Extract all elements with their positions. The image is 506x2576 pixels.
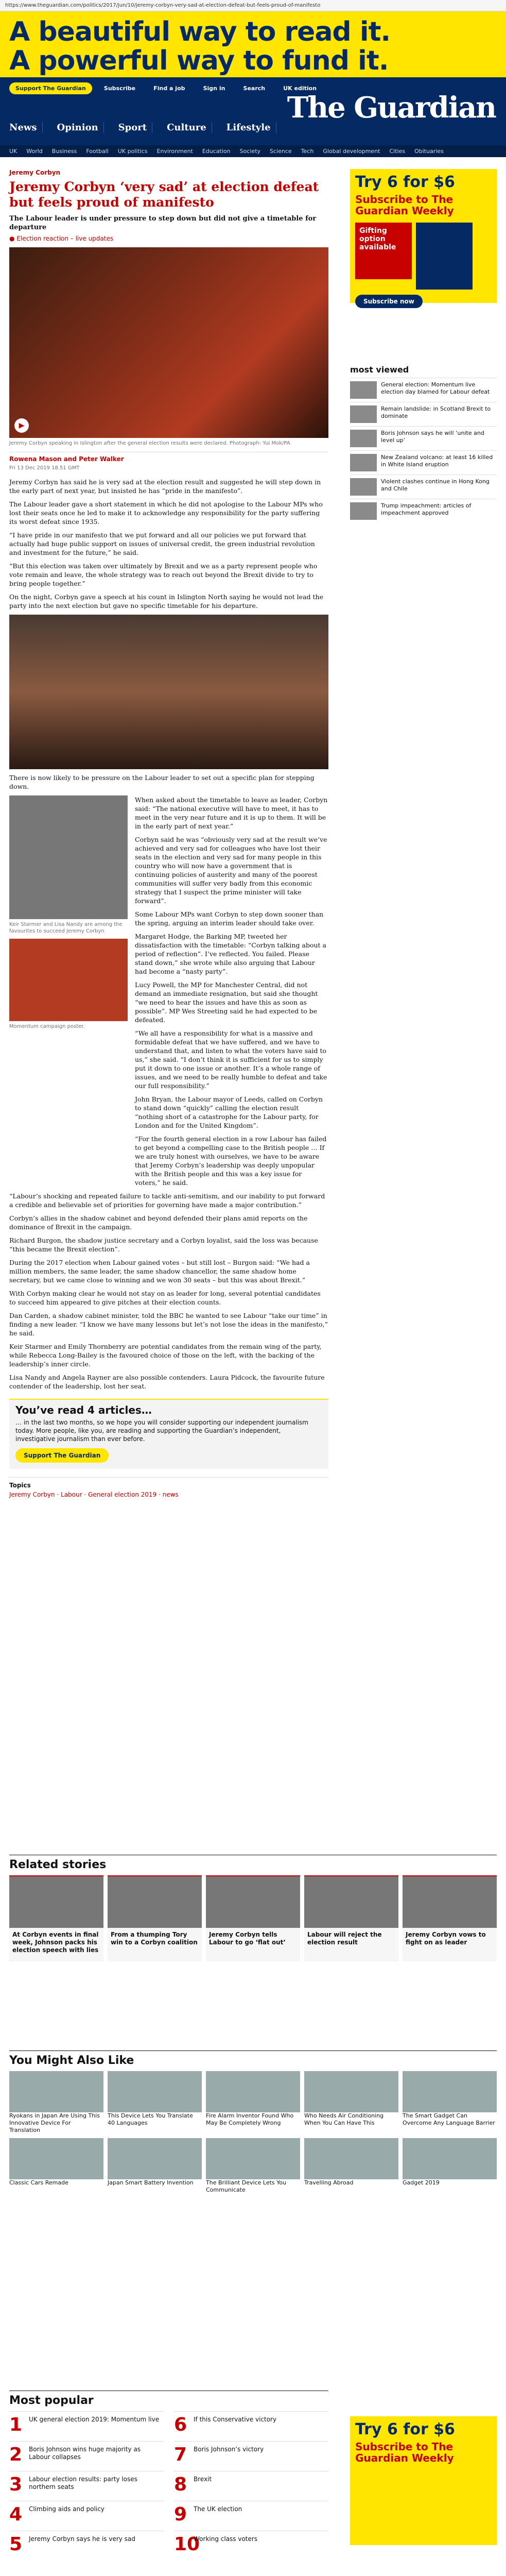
guardian-logo[interactable]: The Guardian [287, 91, 496, 125]
card-image [206, 1876, 300, 1928]
related-stories [9, 1855, 497, 1961]
nav-sport[interactable]: Sport [118, 122, 152, 133]
live-link[interactable]: ● Election reaction – live updates [9, 235, 114, 242]
paragraph: When asked about the timetable to leave as leader, Corbyn said: “The national executive will have to meet, it has to meet in the very near future and it is up to them. It will be in the early part of next year.” [135, 796, 328, 830]
most-viewed-title: most viewed [350, 365, 409, 375]
nav-lifestyle[interactable]: Lifestyle [226, 122, 276, 133]
list-item[interactable]: Boris Johnson says he will ‘unite and level up’ [350, 426, 497, 450]
paragraph: “Labour’s shocking and repeated failure to tackle anti-semitism, and our inability to put forward a credible and believable set of priorities for governing have made a major contribution.” [9, 1192, 325, 1209]
thumbnail [350, 502, 377, 520]
epic-text: … in the last two months, so we hope you will consider supporting our independent journalism today. More people, like you, are reading and supporting the Guardian’s independent, investigative journalism than ever before. [15, 1419, 308, 1443]
weekly-ad[interactable] [350, 169, 497, 303]
list-item[interactable]: Trump impeachment: articles of impeachment approved [350, 499, 497, 523]
subnav-world[interactable]: World [26, 148, 43, 155]
topic-tag[interactable]: Jeremy Corbyn [9, 1491, 55, 1498]
popular-item[interactable]: 6 If this Conservative victory [174, 2411, 328, 2441]
paragraph: On the night, Corbyn gave a speech at his count in Islington North saying he would not lead the party into the next election but gave no specific timetable for his departure. [9, 593, 323, 609]
paragraph: Some Labour MPs want Corbyn to step down sooner than the spring, arguing an interim leader should take over. [135, 910, 324, 927]
promo-item[interactable]: Travelling Abroad [304, 2138, 398, 2194]
subnav-cities[interactable]: Cities [389, 148, 406, 155]
promo-item[interactable]: The Brilliant Device Lets You Communicate [206, 2138, 300, 2194]
paragraph: Corbyn’s allies in the shadow cabinet and beyond defended their plans amid reports on the dominance of Brexit in the campaign. [9, 1214, 308, 1231]
epic-support-button[interactable]: Support The Guardian [15, 1448, 109, 1463]
paragraph: “For the fourth general election in a row Labour has failed to get beyond a compelling case to the British people … If we are truly honest with ourselves, we have to be aware that Jeremy Corbyn’s leadership was deeply unpopular with the British people and this was a key issue for voters,” he said. [135, 1135, 327, 1187]
thumbnail [350, 478, 377, 496]
nav-opinion[interactable]: Opinion [57, 122, 104, 133]
popular-item[interactable]: 4 Climbing aids and policy [9, 2501, 164, 2531]
promo-item[interactable]: Who Needs Air Conditioning When You Can Have This [304, 2071, 398, 2134]
paragraph: “We all have a responsibility for what is a massive and formidable defeat that we have suffered, and we have to understand that, and listen to what the voters have said to us,” she said. “I don’t think it is sufficient for us to simply put it down to one issue or another. It’s a whole range of issues, and we need to be really humble to defeat and take our full responsibility.” [135, 1029, 327, 1090]
related-card[interactable]: Jeremy Corbyn vows to fight on as leader [403, 1875, 497, 1961]
paragraph: The Labour leader gave a short statement in which he did not apologise to the Labour MPs who lost their seats once he led to make it to acknowledge any responsibility for the party suffering its worst defeat since 1935. [9, 500, 323, 526]
inline-photo [9, 615, 328, 769]
topics: Topics Jeremy Corbyn · Labour · General election 2019 · news [9, 1477, 328, 1498]
inline-photo-2 [9, 795, 128, 919]
paragraph: Richard Burgon, the shadow justice secretary and a Corbyn loyalist, said the loss was because “this became the Brexit election”. [9, 1236, 318, 1253]
popular-item[interactable]: 10 Working class voters [174, 2531, 328, 2561]
subnav-obituaries[interactable]: Obituaries [414, 148, 444, 155]
ad-line-1: A beautiful way to read it. [9, 16, 391, 47]
promo-item[interactable]: Classic Cars Remade [9, 2138, 103, 2194]
list-item[interactable]: Violent clashes continue in Hong Kong and Chile [350, 474, 497, 499]
thumbnail [350, 454, 377, 471]
thumbnail [350, 430, 377, 447]
nav-news[interactable]: News [9, 122, 43, 133]
you-might-also-like [9, 2050, 497, 2194]
paragraph: Lisa Nandy and Angela Rayner are also possible contenders. Laura Pidcock, the favourite future contender of the leadership, lost her seat. [9, 1374, 325, 1390]
paragraph: “I have pride in our manifesto that we put forward and all our policies we put forward that actually had huge public support on issues of universal credit, the green industrial revolution and investment for the future,” he said. [9, 531, 315, 556]
list-item[interactable]: Remain landslide: in Scotland Brexit to dominate [350, 402, 497, 426]
paragraph: During the 2017 election when Labour gained votes – but still lost – Burgon said: “We had a million members, the same leader, the same shadow chancellor, the same shadow home secretary, but we came close to winning and we won 30 seats – but this was about Brexit.” [9, 1259, 310, 1284]
hero-caption: Jeremy Corbyn speaking in Islington after the general election results were declared. Photograph: Yui Mok/PA [9, 440, 290, 446]
promo-item[interactable]: Japan Smart Battery Invention [108, 2138, 202, 2194]
paragraph: With Corbyn making clear he would not stay on as leader for long, several potential candidates to succeed him appeared to give pitches at their election counts. [9, 1290, 321, 1306]
popular-item[interactable]: 3 Labour election results: party loses northern seats [9, 2471, 164, 2501]
promo-item[interactable]: Ryokans in Japan Are Using This Innovative Device For Translation [9, 2071, 103, 2134]
ad-subscribe-button[interactable]: Subscribe now [355, 295, 423, 308]
card-image [108, 1876, 202, 1928]
find-job-link[interactable]: Find a job [153, 85, 185, 92]
support-button[interactable]: Support The Guardian [9, 82, 92, 94]
masthead [0, 77, 506, 145]
subnav-business[interactable]: Business [51, 148, 77, 155]
byline[interactable]: Rowena Mason and Peter Walker [9, 455, 124, 463]
popular-item[interactable]: 7 Boris Johnson’s victory [174, 2441, 328, 2471]
inline-photo-3 [9, 939, 128, 1021]
paragraph: Lucy Powell, the MP for Manchester Central, did not demand an immediate resignation, but said she thought “we need to hear the issues and have this as soon as possible”. MP Wes Streeting said he had expected to be defeated. [135, 981, 318, 1024]
card-image [403, 1876, 497, 1928]
article [9, 169, 328, 1498]
ad-gift-badge: Gifting option available [355, 223, 412, 279]
sub-nav [0, 145, 506, 157]
card-image [9, 1876, 103, 1928]
subnav-global-dev[interactable]: Global development [323, 148, 380, 155]
promo-item[interactable]: This Device Lets You Translate 40 Languages [108, 2071, 202, 2134]
nav-culture[interactable]: Culture [167, 122, 212, 133]
list-item[interactable]: General election: Momentum live election day blamed for Labour defeat [350, 378, 497, 402]
subnav-football[interactable]: Football [86, 148, 109, 155]
related-card[interactable]: Labour will reject the election result [304, 1875, 398, 1961]
subnav-politics[interactable]: UK politics [117, 148, 148, 155]
list-item[interactable]: New Zealand volcano: at least 16 killed in White Island eruption [350, 450, 497, 474]
article-body [9, 478, 328, 1391]
topic-tag[interactable]: news [162, 1491, 179, 1498]
topic-tag[interactable]: Labour [61, 1491, 82, 1498]
ad-line-2: A powerful way to fund it. [9, 45, 389, 76]
search-link[interactable]: Search [243, 85, 266, 92]
popular-item[interactable]: 1 UK general election 2019: Momentum live [9, 2411, 164, 2441]
popular-item[interactable]: 9 The UK election [174, 2501, 328, 2531]
epic-title: You’ve read 4 articles… [15, 1404, 152, 1416]
subnav-education[interactable]: Education [202, 148, 231, 155]
weekly-ad-2[interactable]: Try 6 for $6 Subscribe to The Guardian Weekly [350, 2416, 497, 2545]
inline-caption-2: Momentum campaign poster. [9, 1024, 85, 1029]
section-label[interactable]: Jeremy Corbyn [9, 169, 61, 176]
edition-select[interactable]: UK edition [283, 85, 317, 92]
contribute-epic [9, 1399, 328, 1469]
paragraph: Jeremy Corbyn has said he is very sad at the election result and suggested he will step down in the early part of next year, but insisted he has “pride in the manifesto”. [9, 478, 321, 495]
topics-label: Topics [9, 1482, 31, 1489]
related-card[interactable]: At Corbyn events in final week, Johnson packs his election speech with lies [9, 1875, 103, 1961]
subnav-uk[interactable]: UK [9, 148, 18, 155]
paragraph: John Bryan, the Labour mayor of Leeds, called on Corbyn to stand down “quickly” calling the election result “nothing short of a catastrophe for the Labour party, for London and for the United Kingdom”. [135, 1095, 323, 1129]
popular-title: Most popular [9, 2394, 94, 2407]
paragraph: There is now likely to be pressure on the Labour leader to set out a specific plan for stepping down. [9, 774, 315, 790]
hero-photo [9, 247, 328, 438]
promo-item[interactable]: Fire Alarm Inventor Found Who May Be Completely Wrong [206, 2071, 300, 2134]
promo-item[interactable]: The Smart Gadget Can Overcome Any Language Barrier [403, 2071, 497, 2134]
paragraph: Corbyn said he was “obviously very sad at the result we’ve achieved and very sad for colleagues who have lost their seats in the election and very sad for many people in this country who will now have a government that is continuing policies of austerity and many of the poorest communities will suffer very badly from this economic strategy that I suspect the prime minister will take forward”. [135, 836, 327, 905]
subnav-science[interactable]: Science [270, 148, 292, 155]
ad-subhead: Subscribe to The Guardian Weekly [355, 193, 454, 217]
paragraph: Margaret Hodge, the Barking MP, tweeted her dissatisfaction with the timetable: “Corbyn talking about a period of reflection”. I’ve reflected. You failed. Please stand down,” she wrote while also arguing that Labour had become a “nasty party”. [135, 933, 326, 975]
standfirst: The Labour leader is under pressure to step down but did not give a timetable for departure [9, 215, 317, 231]
popular-item[interactable]: 5 Jeremy Corbyn says he is very sad [9, 2531, 164, 2561]
most-viewed [350, 365, 497, 523]
likes-title: You Might Also Like [9, 2054, 134, 2067]
paragraph: “But this election was taken over ultimately by Brexit and we as a party represent people who vote remain and leave, the whole strategy was to reach out beyond the Brexit divide to try to bring people together.” [9, 562, 318, 587]
topic-tag[interactable]: General election 2019 [88, 1491, 157, 1498]
related-title: Related stories [9, 1858, 107, 1871]
related-card[interactable]: From a thumping Tory win to a Corbyn coalition [108, 1875, 202, 1961]
play-icon[interactable]: ▶ [14, 418, 29, 433]
inline-caption: Keir Starmer and Lisa Nandy are among the favourites to succeed Jeremy Corbyn [9, 922, 123, 934]
subnav-society[interactable]: Society [239, 148, 261, 155]
popular-item[interactable]: 2 Boris Johnson wins huge majority as Labour collapses [9, 2441, 164, 2471]
promo-item[interactable]: Gadget 2019 [403, 2138, 497, 2194]
card-image [304, 1876, 398, 1928]
paragraph: Dan Carden, a shadow cabinet minister, told the BBC he wanted to see Labour “take our time” in finding a new leader. “I know we have many lessons but let’s not lose the ideas in the manifesto,” he said. [9, 1312, 328, 1337]
dateline: Fri 13 Dec 2019 18.51 GMT [9, 465, 80, 471]
related-card[interactable]: Jeremy Corbyn tells Labour to go ‘flat out’ [206, 1875, 300, 1961]
most-popular [9, 2391, 328, 2561]
right-column [350, 169, 497, 523]
paragraph: Keir Starmer and Emily Thornberry are potential candidates from the remain wing of the party, while Rebecca Long-Bailey is the favoured choice of those on the left, with the backing of the leadership’s inner circle. [9, 1343, 322, 1368]
popular-item[interactable]: 8 Brexit [174, 2471, 328, 2501]
subscribe-link[interactable]: Subscribe [103, 85, 136, 92]
ad-magazine-image [416, 223, 473, 290]
subnav-environment[interactable]: Environment [156, 148, 193, 155]
headline: Jeremy Corbyn ‘very sad’ at election defeat but feels proud of manifesto [9, 179, 319, 210]
thumbnail [350, 405, 377, 423]
thumbnail [350, 381, 377, 399]
subnav-tech[interactable]: Tech [301, 148, 314, 155]
sign-in-link[interactable]: Sign in [203, 85, 225, 92]
ad-banner-top[interactable] [0, 11, 506, 77]
browser-url-bar[interactable]: https://www.theguardian.com/politics/2017/jun/10/jeremy-corbyn-very-sad-at-election-defeat-but-feels-proud-of-manifesto [0, 0, 506, 11]
ad-headline: Try 6 for $6 [355, 173, 455, 191]
